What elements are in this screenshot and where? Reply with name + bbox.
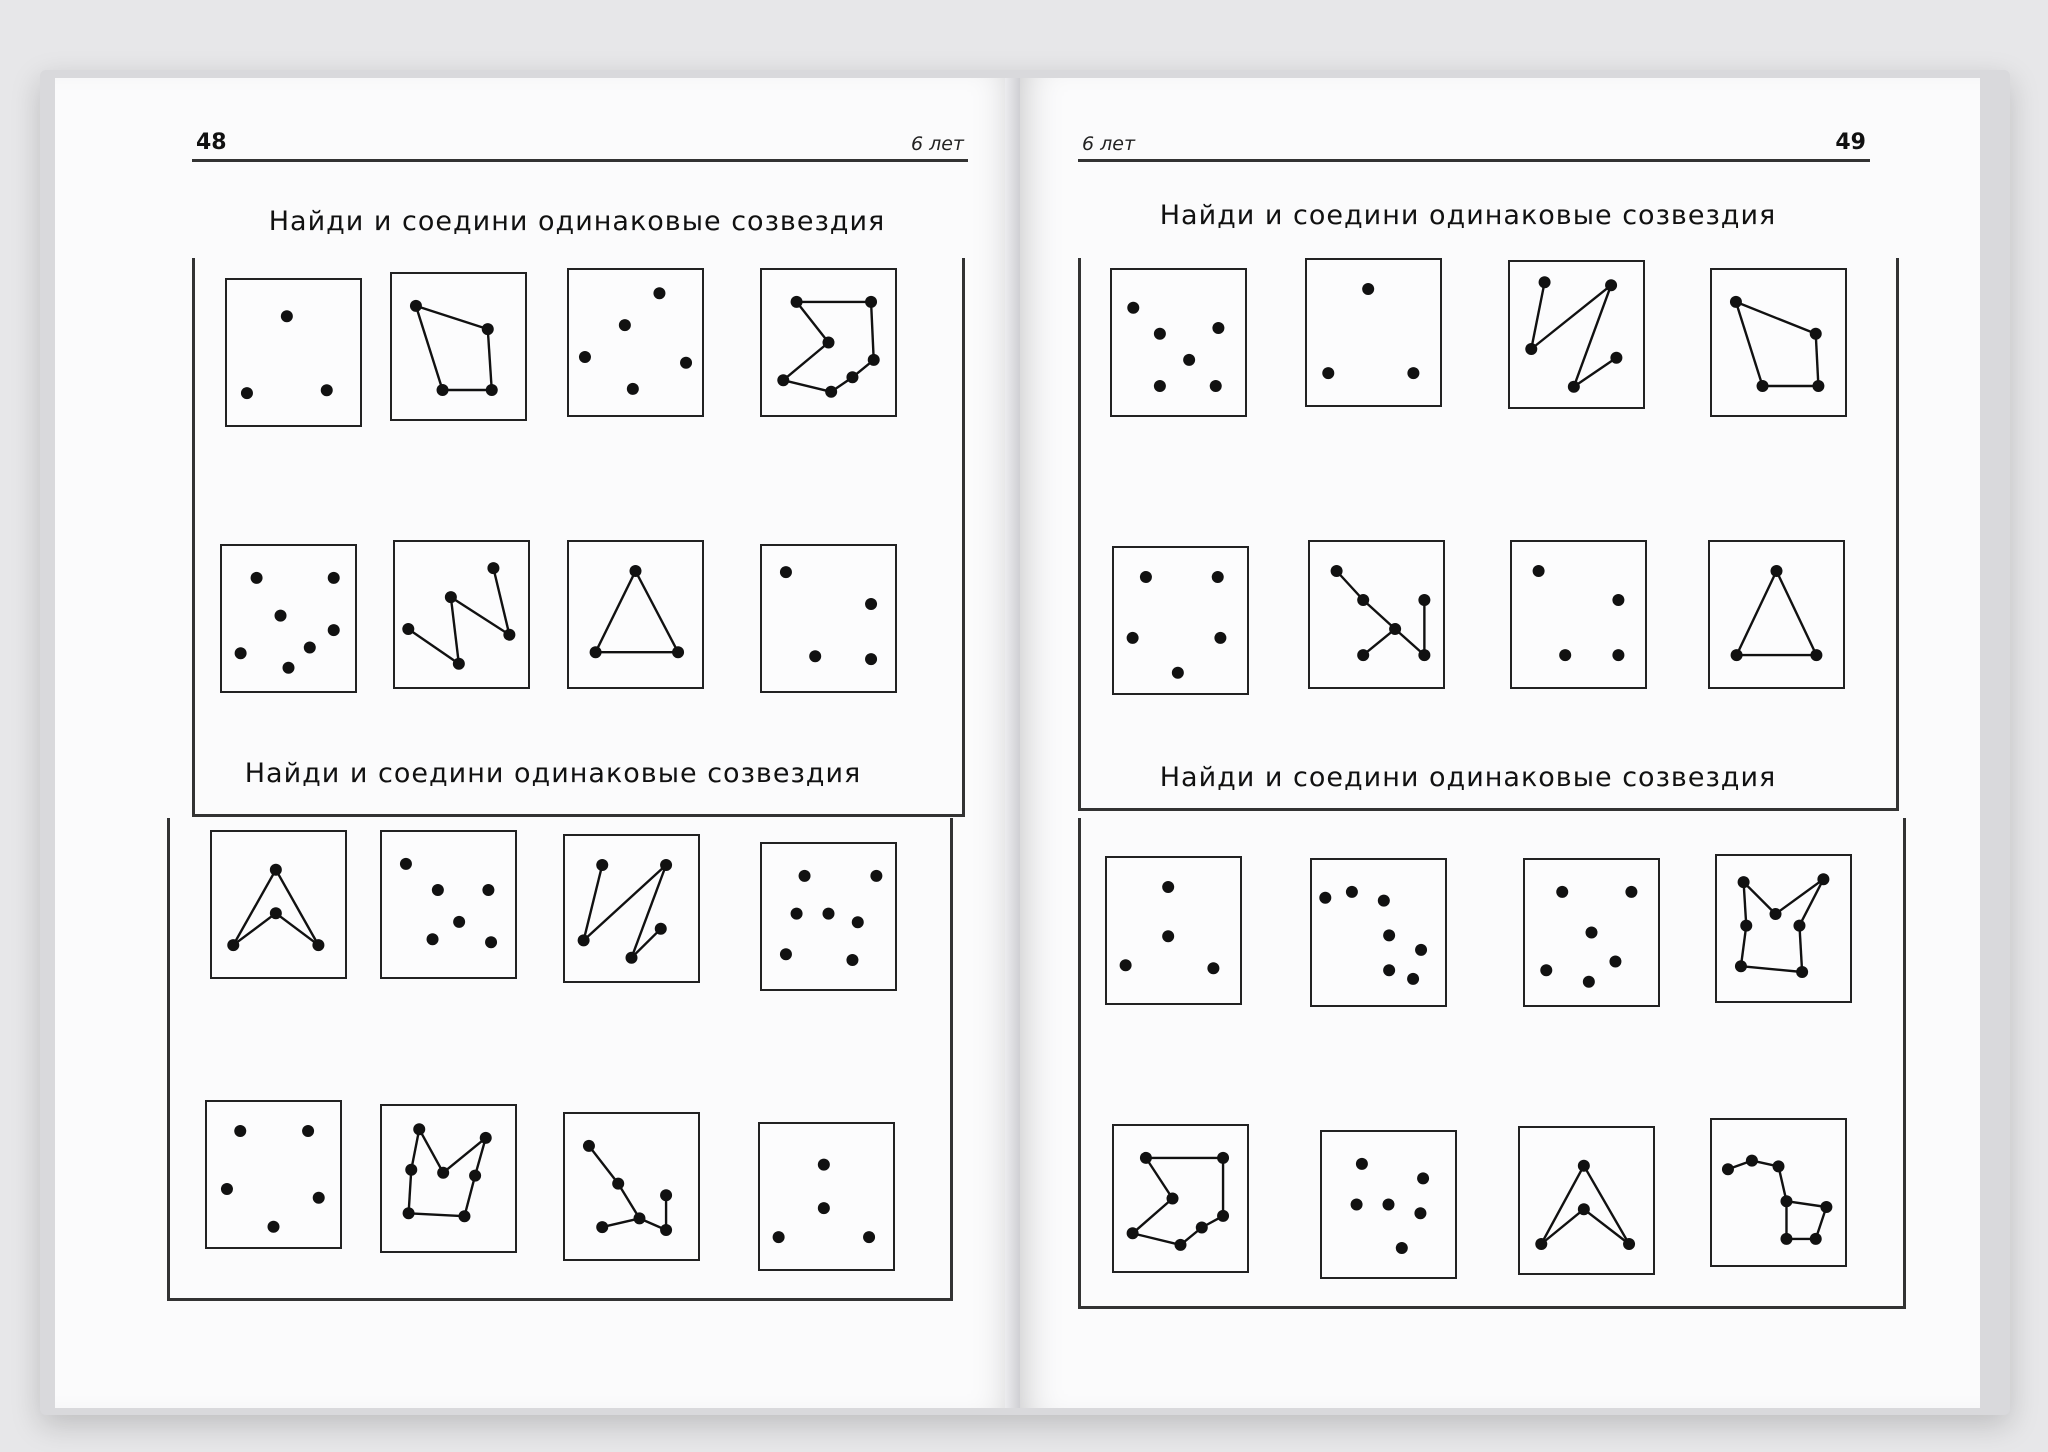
- star-dot[interactable]: [1210, 380, 1222, 392]
- star-dot[interactable]: [1612, 594, 1624, 606]
- star-dot[interactable]: [1533, 565, 1545, 577]
- star-dot[interactable]: [1415, 944, 1427, 956]
- constellation-line: [411, 1129, 419, 1170]
- star-dot[interactable]: [304, 642, 316, 654]
- constellation-card[interactable]: [758, 1122, 895, 1271]
- constellation-card[interactable]: [1715, 854, 1852, 1003]
- star-dot[interactable]: [868, 354, 880, 366]
- star-dot[interactable]: [1319, 892, 1331, 904]
- constellation-line: [596, 571, 636, 652]
- star-dot[interactable]: [1389, 623, 1401, 635]
- constellation-line: [408, 629, 459, 664]
- star-dot[interactable]: [1356, 1158, 1368, 1170]
- constellation-line: [1737, 571, 1777, 655]
- star-dot[interactable]: [427, 933, 439, 945]
- constellation-card[interactable]: [760, 544, 897, 693]
- star-dot[interactable]: [590, 646, 602, 658]
- star-dot[interactable]: [1162, 881, 1174, 893]
- star-dot[interactable]: [1212, 322, 1224, 334]
- constellation-card[interactable]: [1523, 858, 1660, 1007]
- star-dot[interactable]: [680, 357, 692, 369]
- star-dot[interactable]: [1610, 352, 1622, 364]
- constellation-drawing: [1114, 1126, 1247, 1271]
- star-dot[interactable]: [1322, 367, 1334, 379]
- section-title: Найди и соедини одинаковые созвездия: [268, 206, 886, 237]
- star-dot[interactable]: [1357, 594, 1369, 606]
- star-dot[interactable]: [1362, 283, 1374, 295]
- star-dot[interactable]: [275, 610, 287, 622]
- star-dot[interactable]: [818, 1159, 830, 1171]
- star-dot[interactable]: [281, 310, 293, 322]
- star-dot[interactable]: [1586, 927, 1598, 939]
- constellation-card[interactable]: [1112, 546, 1249, 695]
- star-dot[interactable]: [1535, 1238, 1547, 1250]
- constellation-drawing: [222, 546, 355, 691]
- star-dot[interactable]: [1730, 296, 1742, 308]
- constellation-line: [409, 1170, 412, 1214]
- constellation-drawing: [1310, 542, 1443, 687]
- section-title: Найди и соедини одинаковые созвездия: [244, 758, 862, 789]
- constellation-card[interactable]: [1510, 540, 1647, 689]
- constellation-drawing: [392, 274, 525, 419]
- star-dot[interactable]: [852, 916, 864, 928]
- star-dot[interactable]: [660, 1224, 672, 1236]
- constellation-card[interactable]: [1320, 1130, 1457, 1279]
- star-dot[interactable]: [469, 1170, 481, 1182]
- constellation-card[interactable]: [390, 272, 527, 421]
- star-dot[interactable]: [487, 562, 499, 574]
- constellation-line: [871, 302, 874, 360]
- constellation-drawing: [1717, 856, 1850, 1001]
- star-dot[interactable]: [865, 653, 877, 665]
- star-dot[interactable]: [823, 337, 835, 349]
- constellation-card[interactable]: [220, 544, 357, 693]
- constellation-line: [409, 1213, 465, 1216]
- star-dot[interactable]: [302, 1125, 314, 1137]
- constellation-card[interactable]: [225, 278, 362, 427]
- star-dot[interactable]: [413, 1123, 425, 1135]
- star-dot[interactable]: [402, 623, 414, 635]
- star-dot[interactable]: [1810, 1233, 1822, 1245]
- star-dot[interactable]: [1140, 1152, 1152, 1164]
- star-dot[interactable]: [1780, 1233, 1792, 1245]
- constellation-drawing: [1710, 542, 1843, 687]
- page-left: [55, 78, 1015, 1408]
- constellation-drawing: [395, 542, 528, 687]
- star-dot[interactable]: [578, 934, 590, 946]
- star-dot[interactable]: [1757, 380, 1769, 392]
- star-dot[interactable]: [1418, 594, 1430, 606]
- constellation-drawing: [1112, 270, 1245, 415]
- constellation-card[interactable]: [567, 268, 704, 417]
- constellation-drawing: [1322, 1132, 1455, 1277]
- star-dot[interactable]: [1609, 956, 1621, 968]
- constellation-card[interactable]: [1310, 858, 1447, 1007]
- star-dot[interactable]: [1175, 1239, 1187, 1251]
- star-dot[interactable]: [870, 870, 882, 882]
- star-dot[interactable]: [1578, 1160, 1590, 1172]
- star-dot[interactable]: [1127, 302, 1139, 314]
- constellation-line: [1744, 882, 1747, 926]
- constellation-drawing: [565, 1114, 698, 1259]
- star-dot[interactable]: [1383, 1199, 1395, 1211]
- constellation-card[interactable]: [1508, 260, 1645, 409]
- star-dot[interactable]: [1812, 380, 1824, 392]
- constellation-drawing: [1510, 262, 1643, 407]
- star-dot[interactable]: [328, 624, 340, 636]
- star-dot[interactable]: [1612, 649, 1624, 661]
- star-dot[interactable]: [626, 952, 638, 964]
- star-dot[interactable]: [1172, 667, 1184, 679]
- star-dot[interactable]: [1817, 873, 1829, 885]
- star-dot[interactable]: [312, 939, 324, 951]
- star-dot[interactable]: [1127, 1227, 1139, 1239]
- star-dot[interactable]: [251, 572, 263, 584]
- constellation-line: [1584, 1166, 1629, 1244]
- constellation-line: [584, 865, 603, 940]
- star-dot[interactable]: [1773, 1160, 1785, 1172]
- star-dot[interactable]: [458, 1210, 470, 1222]
- star-dot[interactable]: [1793, 920, 1805, 932]
- star-dot[interactable]: [672, 646, 684, 658]
- constellation-line: [419, 1129, 443, 1173]
- constellation-drawing: [1525, 860, 1658, 1005]
- star-dot[interactable]: [1383, 964, 1395, 976]
- constellation-drawing: [760, 1124, 893, 1269]
- constellation-line: [783, 343, 828, 381]
- constellation-card[interactable]: [380, 1104, 517, 1253]
- constellation-drawing: [1712, 270, 1845, 415]
- constellation-line: [1736, 302, 1763, 386]
- star-dot[interactable]: [1196, 1222, 1208, 1234]
- constellation-card[interactable]: [1305, 258, 1442, 407]
- star-dot[interactable]: [1418, 649, 1430, 661]
- constellation-line: [1133, 1233, 1181, 1245]
- constellation-drawing: [1307, 260, 1440, 405]
- constellation-line: [416, 306, 488, 329]
- section-title: Найди и соедини одинаковые созвездия: [1159, 200, 1777, 231]
- constellation-card[interactable]: [760, 842, 897, 991]
- star-dot[interactable]: [403, 1207, 415, 1219]
- star-dot[interactable]: [583, 1140, 595, 1152]
- star-dot[interactable]: [321, 384, 333, 396]
- page-number: 48: [196, 130, 227, 155]
- star-dot[interactable]: [596, 1221, 608, 1233]
- star-dot[interactable]: [1746, 1155, 1758, 1167]
- constellation-drawing: [762, 546, 895, 691]
- star-dot[interactable]: [1407, 367, 1419, 379]
- star-dot[interactable]: [270, 864, 282, 876]
- star-dot[interactable]: [1414, 1207, 1426, 1219]
- star-dot[interactable]: [1357, 649, 1369, 661]
- star-dot[interactable]: [1417, 1172, 1429, 1184]
- star-dot[interactable]: [1738, 876, 1750, 888]
- star-dot[interactable]: [486, 384, 498, 396]
- constellation-drawing: [565, 836, 698, 981]
- constellation-line: [451, 597, 459, 664]
- constellation-line: [797, 302, 829, 343]
- star-dot[interactable]: [1154, 328, 1166, 340]
- constellation-line: [233, 870, 276, 945]
- constellation-line: [276, 913, 319, 945]
- constellation-line: [464, 1176, 475, 1217]
- constellation-line: [1541, 1209, 1584, 1244]
- star-dot[interactable]: [453, 658, 465, 670]
- star-dot[interactable]: [241, 387, 253, 399]
- constellation-card[interactable]: [1105, 856, 1242, 1005]
- constellation-line: [1816, 334, 1819, 386]
- star-dot[interactable]: [503, 629, 515, 641]
- star-dot[interactable]: [653, 287, 665, 299]
- constellation-drawing: [569, 542, 702, 687]
- constellation-drawing: [1312, 860, 1445, 1005]
- star-dot[interactable]: [791, 908, 803, 920]
- star-dot[interactable]: [234, 1125, 246, 1137]
- star-dot[interactable]: [453, 916, 465, 928]
- constellation-drawing: [762, 270, 895, 415]
- constellation-drawing: [227, 280, 360, 425]
- star-dot[interactable]: [1346, 886, 1358, 898]
- constellation-line: [618, 1184, 639, 1219]
- constellation-card[interactable]: [563, 834, 700, 983]
- star-dot[interactable]: [1217, 1210, 1229, 1222]
- star-dot[interactable]: [437, 384, 449, 396]
- section-title: Найди и соедини одинаковые созвездия: [1159, 762, 1777, 793]
- constellation-line: [1363, 629, 1395, 655]
- star-dot[interactable]: [400, 858, 412, 870]
- star-dot[interactable]: [221, 1183, 233, 1195]
- star-dot[interactable]: [1154, 380, 1166, 392]
- constellation-card[interactable]: [1112, 1124, 1249, 1273]
- constellation-line: [488, 329, 492, 390]
- constellation-drawing: [1107, 858, 1240, 1003]
- star-dot[interactable]: [1396, 1242, 1408, 1254]
- star-dot[interactable]: [1217, 1152, 1229, 1164]
- constellation-card[interactable]: [563, 1112, 700, 1261]
- constellation-line: [233, 913, 276, 945]
- constellation-line: [636, 571, 679, 652]
- star-dot[interactable]: [405, 1164, 417, 1176]
- star-dot[interactable]: [328, 572, 340, 584]
- constellation-line: [1133, 1199, 1173, 1234]
- constellation-drawing: [762, 844, 895, 989]
- star-dot[interactable]: [612, 1178, 624, 1190]
- star-dot[interactable]: [619, 319, 631, 331]
- constellation-card[interactable]: [1518, 1126, 1655, 1275]
- page-header: [1078, 123, 1870, 162]
- star-dot[interactable]: [1820, 1201, 1832, 1213]
- constellation-card[interactable]: [1308, 540, 1445, 689]
- constellation-card[interactable]: [393, 540, 530, 689]
- star-dot[interactable]: [1539, 276, 1551, 288]
- page-right: [1020, 78, 1980, 1408]
- star-dot[interactable]: [482, 323, 494, 335]
- star-dot[interactable]: [1378, 895, 1390, 907]
- constellation-line: [276, 870, 319, 945]
- star-dot[interactable]: [1722, 1163, 1734, 1175]
- star-dot[interactable]: [1407, 973, 1419, 985]
- star-dot[interactable]: [1735, 960, 1747, 972]
- star-dot[interactable]: [846, 954, 858, 966]
- star-dot[interactable]: [482, 884, 494, 896]
- constellation-card[interactable]: [1110, 268, 1247, 417]
- star-dot[interactable]: [596, 859, 608, 871]
- star-dot[interactable]: [780, 566, 792, 578]
- star-dot[interactable]: [1525, 343, 1537, 355]
- constellation-line: [1584, 1209, 1629, 1244]
- star-dot[interactable]: [1383, 929, 1395, 941]
- star-dot[interactable]: [630, 565, 642, 577]
- star-dot[interactable]: [1625, 886, 1637, 898]
- star-dot[interactable]: [773, 1231, 785, 1243]
- constellation-drawing: [1520, 1128, 1653, 1273]
- constellation-line: [1799, 926, 1802, 972]
- star-dot[interactable]: [1740, 920, 1752, 932]
- constellation-line: [1146, 1158, 1173, 1199]
- constellation-line: [443, 1138, 486, 1173]
- constellation-line: [584, 865, 666, 940]
- star-dot[interactable]: [1214, 632, 1226, 644]
- star-dot[interactable]: [1731, 649, 1743, 661]
- star-dot[interactable]: [660, 859, 672, 871]
- constellation-line: [1736, 302, 1816, 334]
- constellation-card[interactable]: [380, 830, 517, 979]
- star-dot[interactable]: [1771, 565, 1783, 577]
- constellation-line: [1776, 879, 1824, 914]
- star-dot[interactable]: [655, 923, 667, 935]
- star-dot[interactable]: [485, 936, 497, 948]
- star-dot[interactable]: [1331, 565, 1343, 577]
- constellation-line: [1741, 966, 1802, 972]
- constellation-drawing: [1512, 542, 1645, 687]
- constellation-line: [1799, 879, 1823, 925]
- constellation-card[interactable]: [205, 1100, 342, 1249]
- star-dot[interactable]: [846, 371, 858, 383]
- star-dot[interactable]: [1207, 962, 1219, 974]
- star-dot[interactable]: [410, 300, 422, 312]
- star-dot[interactable]: [818, 1202, 830, 1214]
- star-dot[interactable]: [1578, 1203, 1590, 1215]
- constellation-drawing: [1114, 548, 1247, 693]
- star-dot[interactable]: [432, 884, 444, 896]
- star-dot[interactable]: [825, 386, 837, 398]
- constellation-drawing: [1712, 1120, 1845, 1265]
- star-dot[interactable]: [1120, 959, 1132, 971]
- star-dot[interactable]: [1810, 649, 1822, 661]
- star-dot[interactable]: [1351, 1199, 1363, 1211]
- star-dot[interactable]: [1559, 649, 1571, 661]
- page-header: [192, 123, 968, 162]
- constellation-line: [1741, 926, 1746, 967]
- star-dot[interactable]: [268, 1221, 280, 1233]
- constellation-line: [1744, 882, 1776, 914]
- star-dot[interactable]: [1623, 1238, 1635, 1250]
- star-dot[interactable]: [791, 296, 803, 308]
- star-dot[interactable]: [1780, 1195, 1792, 1207]
- constellation-drawing: [382, 832, 515, 977]
- star-dot[interactable]: [627, 383, 639, 395]
- star-dot[interactable]: [1540, 964, 1552, 976]
- constellation-line: [783, 380, 831, 392]
- star-dot[interactable]: [865, 598, 877, 610]
- star-dot[interactable]: [437, 1167, 449, 1179]
- constellation-card[interactable]: [210, 830, 347, 979]
- star-dot[interactable]: [1556, 886, 1568, 898]
- star-dot[interactable]: [1127, 632, 1139, 644]
- constellation-card[interactable]: [567, 540, 704, 689]
- age-label: 6 лет: [910, 133, 964, 155]
- star-dot[interactable]: [579, 351, 591, 363]
- star-dot[interactable]: [1605, 279, 1617, 291]
- star-dot[interactable]: [283, 662, 295, 674]
- star-dot[interactable]: [313, 1192, 325, 1204]
- constellation-drawing: [207, 1102, 340, 1247]
- constellation-line: [632, 865, 667, 958]
- constellation-line: [589, 1146, 618, 1184]
- star-dot[interactable]: [1583, 976, 1595, 988]
- star-dot[interactable]: [633, 1212, 645, 1224]
- star-dot[interactable]: [480, 1132, 492, 1144]
- star-dot[interactable]: [1796, 966, 1808, 978]
- constellation-card[interactable]: [1710, 268, 1847, 417]
- star-dot[interactable]: [865, 296, 877, 308]
- constellation-drawing: [569, 270, 702, 415]
- constellation-drawing: [212, 832, 345, 977]
- star-dot[interactable]: [1770, 908, 1782, 920]
- star-dot[interactable]: [1810, 328, 1822, 340]
- constellation-card[interactable]: [1708, 540, 1845, 689]
- star-dot[interactable]: [809, 650, 821, 662]
- star-dot[interactable]: [660, 1189, 672, 1201]
- age-label: 6 лет: [1082, 133, 1136, 155]
- star-dot[interactable]: [1568, 381, 1580, 393]
- star-dot[interactable]: [1183, 354, 1195, 366]
- constellation-line: [416, 306, 443, 390]
- star-dot[interactable]: [863, 1231, 875, 1243]
- page-number: 49: [1835, 130, 1866, 155]
- star-dot[interactable]: [823, 908, 835, 920]
- star-dot[interactable]: [235, 647, 247, 659]
- star-dot[interactable]: [1140, 571, 1152, 583]
- constellation-line: [1541, 1166, 1584, 1244]
- star-dot[interactable]: [799, 870, 811, 882]
- constellation-card[interactable]: [1710, 1118, 1847, 1267]
- constellation-line: [1363, 600, 1395, 629]
- star-dot[interactable]: [780, 948, 792, 960]
- star-dot[interactable]: [1162, 930, 1174, 942]
- star-dot[interactable]: [270, 907, 282, 919]
- star-dot[interactable]: [1167, 1193, 1179, 1205]
- constellation-line: [1786, 1201, 1826, 1207]
- constellation-card[interactable]: [760, 268, 897, 417]
- star-dot[interactable]: [227, 939, 239, 951]
- star-dot[interactable]: [1212, 571, 1224, 583]
- constellation-line: [1777, 571, 1817, 655]
- star-dot[interactable]: [777, 374, 789, 386]
- star-dot[interactable]: [445, 591, 457, 603]
- constellation-drawing: [382, 1106, 515, 1251]
